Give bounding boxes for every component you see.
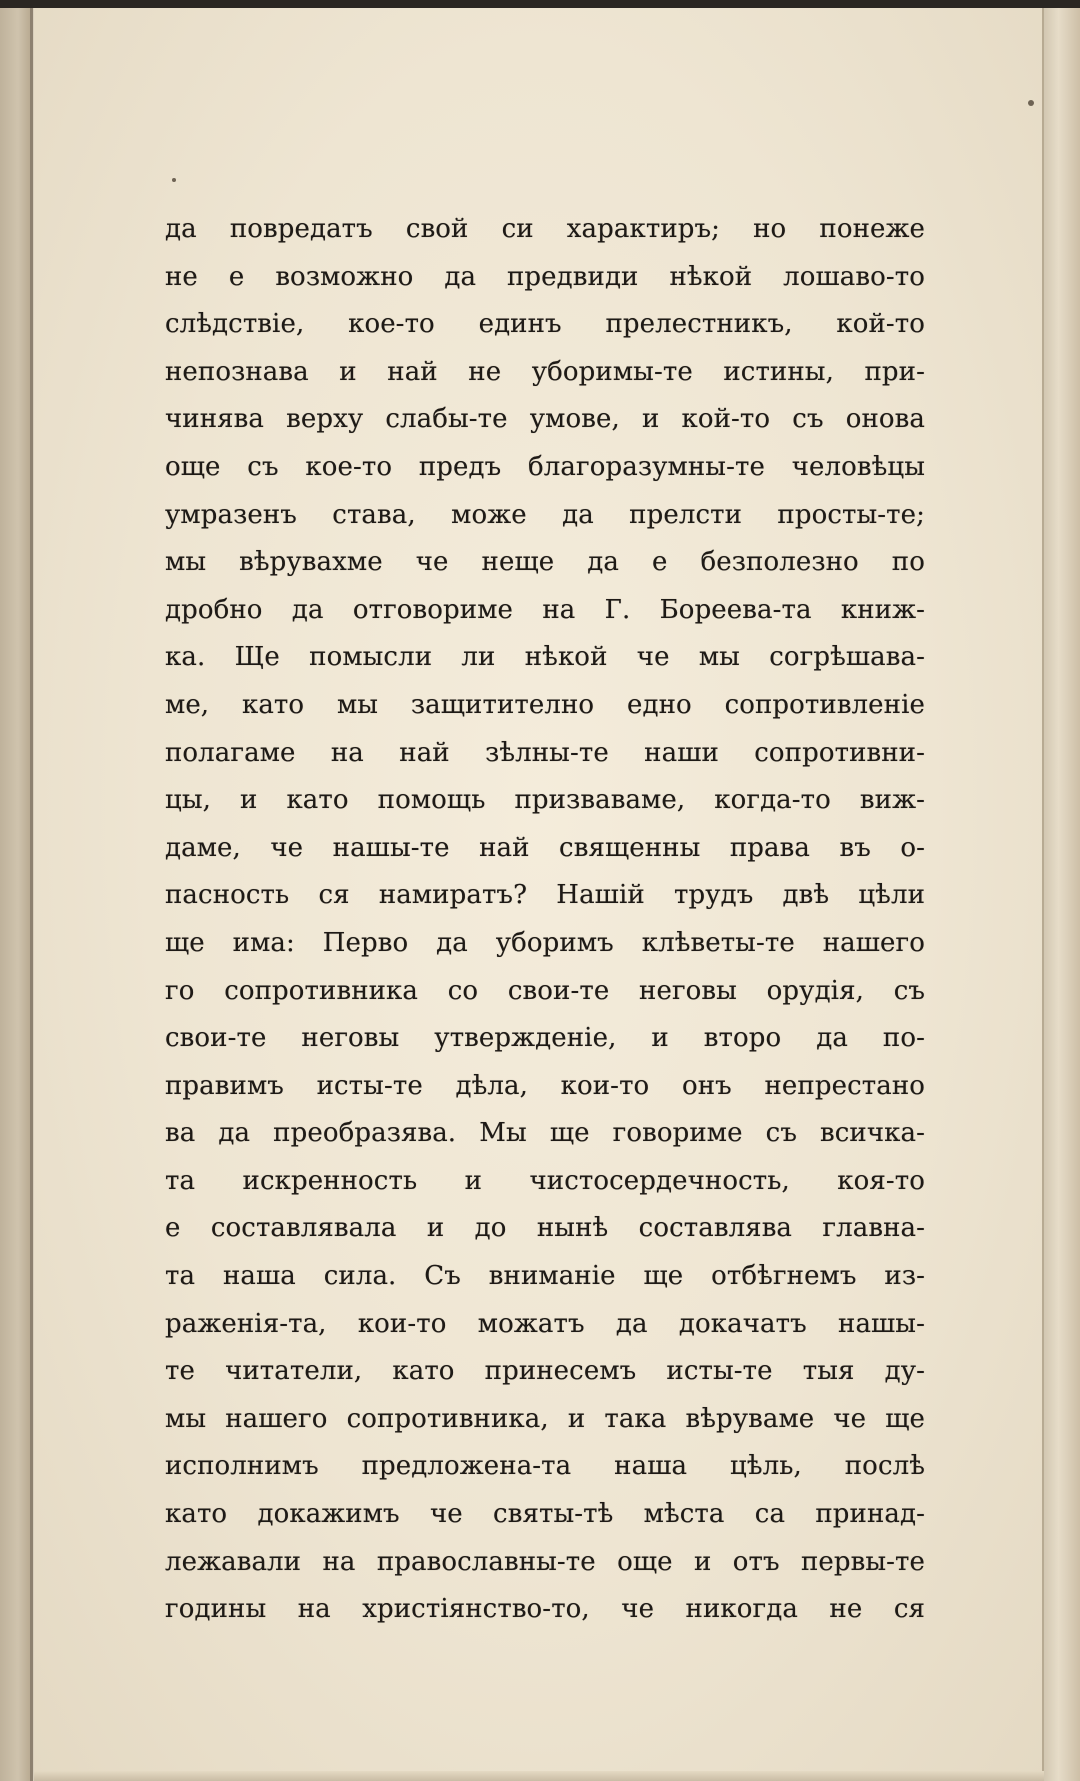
text-line: исполнимъ предложена-та наша цѣль, послѣ: [165, 1451, 925, 1482]
text-line: мы вѣрувахме че неще да е безполезно по: [165, 547, 925, 578]
text-line: чинява верху слабы-те умове, и кой-то съ онова: [165, 404, 925, 435]
text-line: още съ кое-то предъ благоразумны-те человѣцы: [165, 451, 925, 482]
paper-speck: [172, 178, 176, 182]
page-right-edge: [1042, 8, 1080, 1781]
body-text: [165, 206, 925, 1634]
text-line: не е возможно да предвиди нѣкой лошаво-то: [165, 261, 925, 292]
text-line: да повредатъ свой си характиръ; но понеже: [165, 214, 925, 244]
text-line: свои-те неговы утвержденіе, и второ да по-: [165, 1023, 925, 1054]
text-line: раженія-та, кои-то можатъ да докачатъ нашы-: [165, 1308, 925, 1339]
text-line: правимъ исты-те дѣла, кои-то онъ непрестано: [165, 1070, 925, 1101]
text-line: слѣдствіе, кое-то единъ прелестникъ, кой-то: [165, 309, 925, 340]
text-line: годины на христіянство-то, че никогда не ся: [165, 1594, 925, 1625]
text-line: умразенъ става, може да прелсти просты-те;: [165, 499, 925, 530]
text-line: като докажимъ че святы-тѣ мѣста са принад-: [165, 1499, 925, 1530]
text-line: пасность ся намиратъ? Нашій трудъ двѣ цѣли: [165, 880, 925, 911]
book-gutter: [30, 8, 33, 1781]
page-bottom-edge: [34, 1771, 1044, 1781]
text-line: ще има: Перво да уборимъ клѣветы-те нашего: [165, 927, 925, 958]
text-line: полагаме на най зѣлны-те наши сопротивни-: [165, 737, 925, 768]
text-line: го сопротивника со свои-те неговы орудія, съ: [165, 975, 925, 1006]
text-line: лежавали на православны-те още и отъ первы-те: [165, 1546, 925, 1577]
scan-top-edge: [0, 0, 1080, 8]
text-line: та наша сила. Съ вниманіе ще отбѣгнемъ из-: [165, 1261, 925, 1292]
text-line: ка. Ще помысли ли нѣкой че мы согрѣшава-: [165, 642, 925, 673]
text-line: те читатели, като принесемъ исты-те тыя ду-: [165, 1356, 925, 1387]
facing-page-edge: [0, 8, 30, 1781]
text-line: та искренность и чистосердечность, коя-то: [165, 1165, 925, 1196]
text-line: дробно да отговориме на Г. Бореева-та книж-: [165, 594, 925, 625]
text-line: ва да преобразява. Мы ще говориме съ всичка-: [165, 1118, 925, 1149]
text-line: даме, че нашы-те най священны права въ о-: [165, 832, 925, 863]
paper-speck: [1028, 100, 1034, 106]
text-line: непознава и най не уборимы-те истины, при-: [165, 356, 925, 387]
text-line: мы нашего сопротивника, и така вѣруваме че ще: [165, 1403, 925, 1434]
text-line: ме, като мы защитително едно сопротивленіе: [165, 689, 925, 720]
text-line: цы, и като помощь призваваме, когда-то виж-: [165, 785, 925, 816]
text-line: е составлявала и до нынѣ составлява главна-: [165, 1213, 925, 1244]
